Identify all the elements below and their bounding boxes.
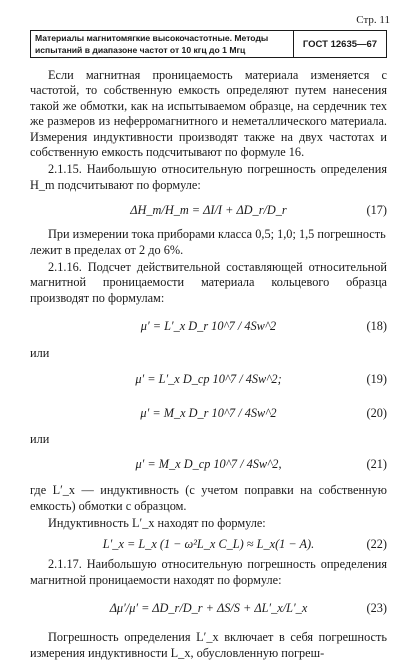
formula-19	[30, 364, 387, 396]
formula-23-number: (23)	[366, 601, 387, 616]
formula-18-expression: μ′ = L′_x D_r 10^7 / 4Sw^2	[140, 318, 277, 333]
formula-17-number: (17)	[366, 202, 387, 217]
paragraph-where-lx: где L′_x — индуктивность (с учетом поправки на собственную емкость) обмотки с образцом.	[30, 483, 387, 513]
formula-22	[30, 533, 387, 555]
formula-21-number: (21)	[366, 457, 387, 472]
formula-22-expression: L′_x = L_x (1 − ω²L_x C_L) ≈ L_x(1 − A).	[102, 536, 315, 551]
formula-19-expression: μ′ = L′_x D_ср 10^7 / 4Sw^2;	[135, 371, 282, 386]
formula-23-expression: Δμ′/μ′ = ΔD_r/D_r + ΔS/S + ΔL′_x/L′_x	[109, 601, 308, 616]
formula-20-expression: μ′ = M_x D_r 10^7 / 4Sw^2	[140, 405, 277, 420]
document-code: ГОСТ 12635—67	[302, 38, 378, 50]
formula-19-number: (19)	[366, 371, 387, 386]
paragraph-2-1-15: 2.1.15. Наибольшую относительную погрешность определения H_m подсчитывают по формуле:	[30, 162, 387, 192]
page-content	[30, 68, 387, 661]
text-or-2: или	[30, 431, 50, 446]
formula-17	[30, 195, 387, 225]
formula-18-number: (18)	[366, 318, 387, 333]
document-header	[30, 30, 387, 58]
formula-22-number: (22)	[366, 536, 387, 551]
document-title: Материалы магнитомягкие высокочастотные. Методы испытаний в диапазоне частот от 10 кгц до 1 Мгц	[31, 31, 294, 57]
paragraph-error-lx: Погрешность определения L′_x включает в себя погрешность измерения индуктивности L_x, обусловленную погреш-	[30, 630, 387, 660]
paragraph-accuracy-class-b: лежит в пределах от 2 до 6%.	[30, 242, 184, 257]
formula-20-number: (20)	[366, 405, 387, 420]
paragraph-self-capacitance: Если магнитная проницаемость материала изменяется с частотой, то собственную емкость определяют путем нанесения такой же обмотки, как на испытываемом образце, на сердечник тех же размеров из неферромагнитного и неметаллического материала. Измерения индуктивности производят также на двух частотах и собственную емкость подсчитывают по формуле 16.	[30, 68, 387, 160]
text-or-1: или	[30, 346, 50, 361]
formula-20	[30, 398, 387, 430]
paragraph-inductance-found: Индуктивность L′_x находят по формуле:	[48, 515, 266, 530]
formula-23	[30, 590, 387, 628]
paragraph-2-1-16: 2.1.16. Подсчет действительной составляющей относительной магнитной проницаемости материала кольцевого образца производят по формулам:	[30, 260, 387, 305]
formula-18	[30, 308, 387, 344]
paragraph-accuracy-class-a: При измерении тока приборами класса 0,5; 1,0; 1,5 погрешность	[48, 227, 386, 242]
formula-17-expression: ΔH_m/H_m = ΔI/I + ΔD_r/D_r	[130, 202, 287, 217]
formula-21-expression: μ′ = M_x D_ср 10^7 / 4Sw^2,	[135, 457, 282, 472]
formula-21	[30, 449, 387, 481]
paragraph-2-1-17: 2.1.17. Наибольшую относительную погрешность определения магнитной проницаемости находят по формуле:	[30, 557, 387, 587]
page-number: Стр. 11	[356, 14, 390, 26]
